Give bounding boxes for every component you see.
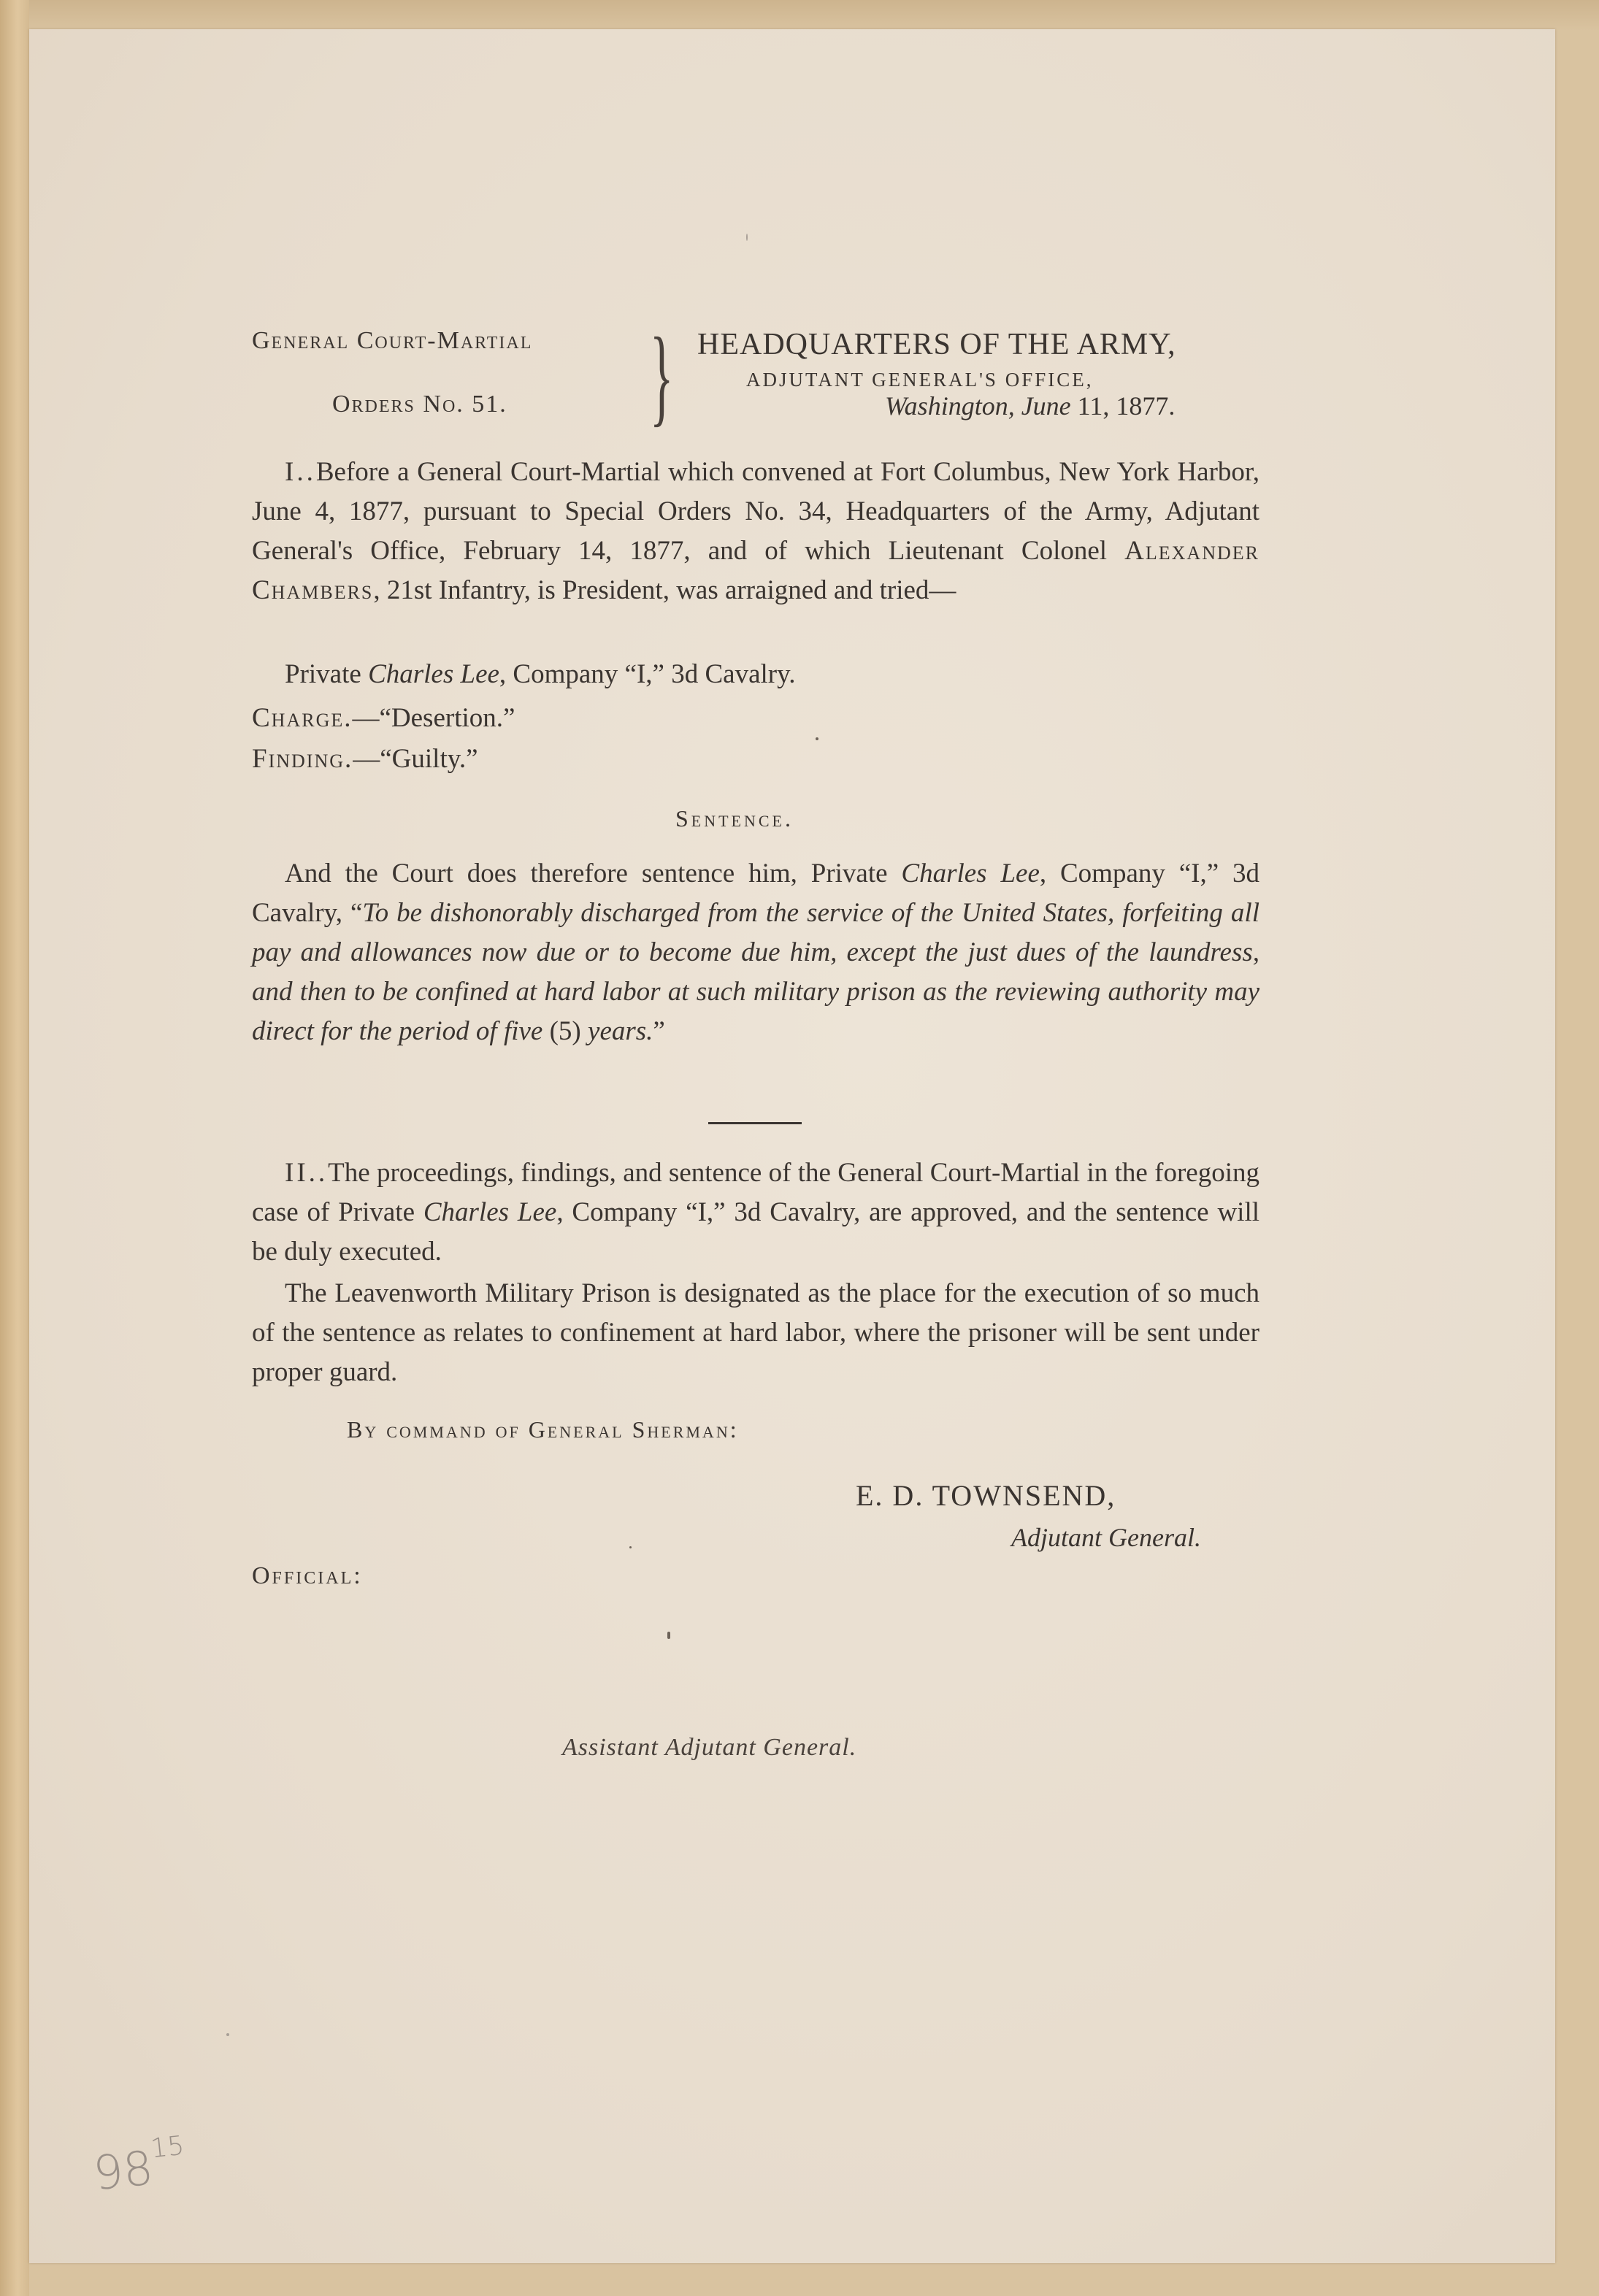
paragraph-two-continued: The Leavenworth Military Prison is designated as the place for the execution of so much of the sentence as relates to confinement at hard labor, where the prisoner will be sent under proper guard. bbox=[252, 1278, 1259, 1387]
charge-line bbox=[252, 702, 515, 734]
orders-type: General Court-Martial bbox=[252, 327, 533, 354]
sentence-mid: , Company “I,” 3d Cavalry, “ bbox=[252, 859, 1260, 928]
accused-prefix: Private bbox=[285, 659, 369, 689]
paragraph-two-text-b: , Company “I,” 3d Cavalry, are approved, and the sentence will be duly executed. bbox=[252, 1197, 1260, 1267]
paragraph-one-text-a: Before a General Court-Martial which convened at Fort Columbus, New York Harbor, June 4, 1877, pursuant to Special Orders No. 34, Headquarters of the Army, Adjutant General's Office, February 14, 1877, and of which Lieutenant Colonel bbox=[252, 457, 1259, 566]
section-label-two: II.. bbox=[285, 1158, 329, 1188]
mount-board-top bbox=[29, 0, 1599, 31]
place-and-date bbox=[885, 391, 1175, 421]
accused-suffix: , Company “I,” 3d Cavalry. bbox=[499, 659, 796, 689]
sentence-heading: Sentence. bbox=[675, 805, 794, 832]
sentence-intro: And the Court does therefore sentence him, Private bbox=[285, 859, 902, 888]
header-brace: } bbox=[650, 315, 674, 437]
assistant-adjutant-title: Assistant Adjutant General. bbox=[562, 1734, 857, 1761]
accused-name: Charles Lee bbox=[368, 659, 499, 689]
official-label: Official: bbox=[252, 1562, 363, 1589]
sentence-terms: To be dishonorably discharged from the service of the United States, forfeiting all pay and allowances now due or to become due him, except the just dues of the laundress, and then to be confined at hard labor at such military prison as the reviewing authority may direct for the period of five bbox=[252, 898, 1259, 1046]
pencil-annotation bbox=[91, 2130, 188, 2202]
pencil-superscript: 15 bbox=[149, 2130, 186, 2165]
signer-name: E. D. TOWNSEND, bbox=[856, 1479, 1116, 1512]
sentence-close: ” bbox=[653, 1016, 665, 1046]
paragraph-two-name: Charles Lee bbox=[423, 1197, 557, 1227]
mount-board-left bbox=[0, 0, 29, 2296]
paper-speck bbox=[629, 1546, 632, 1548]
sentence-end: years. bbox=[588, 1016, 653, 1046]
office-title: ADJUTANT GENERAL'S OFFICE, bbox=[746, 369, 1094, 391]
place: Washington, June bbox=[885, 391, 1071, 421]
sentence-number: (5) bbox=[542, 1016, 588, 1046]
paper-speck bbox=[816, 737, 818, 740]
charge-text: —“Desertion.” bbox=[352, 703, 515, 733]
signer-title: Adjutant General. bbox=[1011, 1523, 1201, 1552]
charge-label: Charge. bbox=[252, 703, 353, 733]
section-label-one: I.. bbox=[285, 457, 316, 487]
paragraph-one bbox=[252, 453, 1259, 610]
paper-speck bbox=[226, 2033, 229, 2036]
by-command-line: By command of General Sherman: bbox=[347, 1416, 739, 1443]
court-president: Alexander Chambers bbox=[252, 536, 1259, 605]
pencil-number: 98 bbox=[91, 2141, 156, 2202]
paper-speck bbox=[746, 234, 748, 241]
accused-line bbox=[285, 659, 795, 690]
sentence-name: Charles Lee bbox=[901, 859, 1040, 888]
paragraph-two-text-a: The proceedings, findings, and sentence of the General Court-Martial in the foregoing case of Private bbox=[252, 1158, 1259, 1227]
finding-line bbox=[252, 743, 478, 775]
section-divider bbox=[708, 1122, 802, 1124]
headquarters-title: HEADQUARTERS OF THE ARMY, bbox=[697, 328, 1176, 361]
sentence-paragraph bbox=[252, 854, 1259, 1051]
finding-text: —“Guilty.” bbox=[353, 744, 478, 774]
date: 11, 1877. bbox=[1070, 391, 1176, 421]
paper-speck bbox=[667, 1632, 670, 1639]
paragraph-two bbox=[252, 1153, 1259, 1272]
document-page bbox=[29, 29, 1555, 2263]
orders-number: Orders No. 51. bbox=[332, 391, 507, 418]
finding-label: Finding. bbox=[252, 744, 353, 774]
paragraph-one-text-b: , 21st Infantry, is President, was arraigned and tried— bbox=[373, 575, 956, 605]
